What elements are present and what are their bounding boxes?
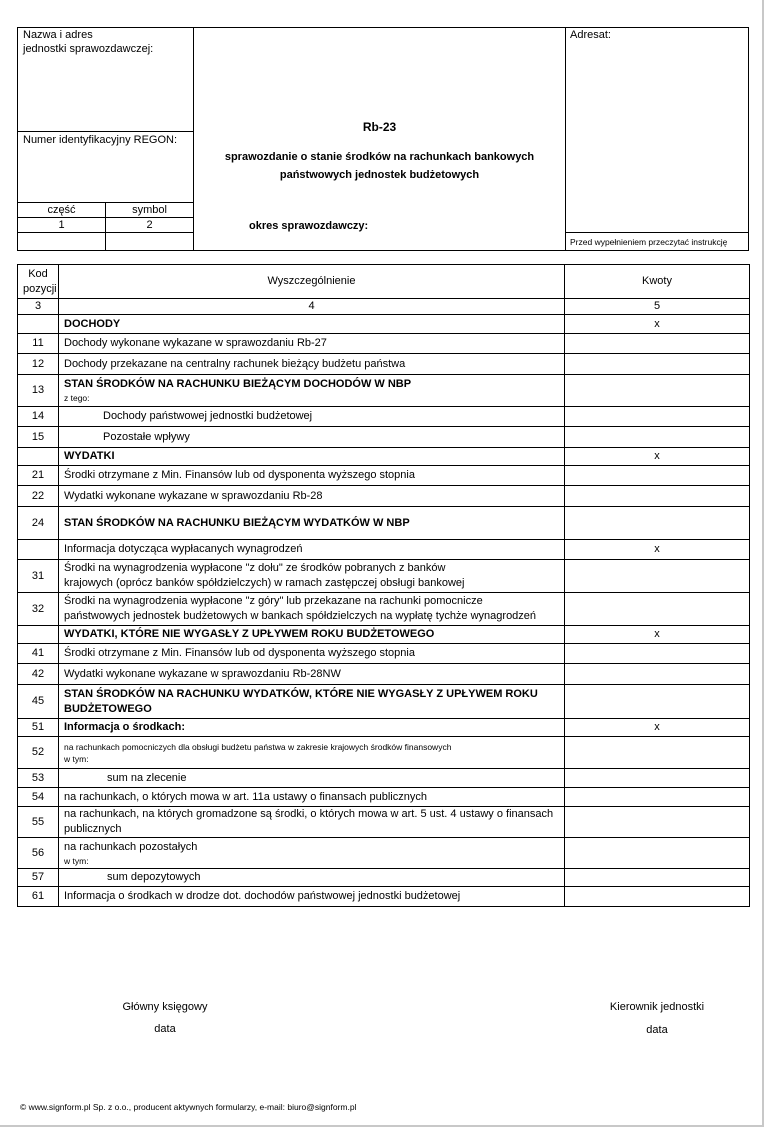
row-amount[interactable] <box>565 354 750 375</box>
row-code: 41 <box>18 644 59 664</box>
row-desc: Środki otrzymane z Min. Finansów lub od dysponenta wyższego stopnia <box>59 466 565 486</box>
manager-date-label: data <box>646 1024 668 1036</box>
addressee-label: Adresat: <box>570 29 611 41</box>
row-code <box>18 540 59 560</box>
row-desc: Wydatki wykonane wykazane w sprawozdaniu Rb-28NW <box>59 664 565 685</box>
row-desc: WYDATKI <box>59 448 565 466</box>
table-row <box>18 427 750 448</box>
row-desc: na rachunkach, o których mowa w art. 11a ustawy o finansach publicznych <box>59 788 565 807</box>
form-title-line1: sprawozdanie o stanie środków na rachunkach bankowych <box>224 151 535 163</box>
row-desc: na rachunkach pozostałych w tym: <box>59 838 565 869</box>
row-desc: Informacja dotycząca wypłacanych wynagrodzeń <box>59 540 565 560</box>
row-desc: Informacja o środkach w drodze dot. dochodów państwowej jednostki budżetowej <box>59 887 565 907</box>
entity-name-label: Nazwa i adres <box>23 29 93 41</box>
row-desc: sum depozytowych <box>59 869 565 887</box>
row-desc: Pozostałe wpływy <box>59 427 565 448</box>
row-code: 61 <box>18 887 59 907</box>
table-row <box>18 448 750 466</box>
part-value-field[interactable] <box>18 233 105 250</box>
table-row <box>18 626 750 644</box>
row-code: 11 <box>18 334 59 354</box>
accountant-date-label: data <box>154 1023 176 1035</box>
row-desc: Dochody wykonane wykazane w sprawozdaniu Rb-27 <box>59 334 565 354</box>
row-amount[interactable] <box>565 466 750 486</box>
period-field[interactable] <box>380 216 560 234</box>
row-code: 31 <box>18 560 59 593</box>
row-code: 22 <box>18 486 59 507</box>
row-desc: WYDATKI, KTÓRE NIE WYGASŁY Z UPŁYWEM ROKU BUDŻETOWEGO <box>59 626 565 644</box>
row-desc: STAN ŚRODKÓW NA RACHUNKU BIEŻĄCYM WYDATKÓW W NBP <box>59 507 565 540</box>
row-code <box>18 626 59 644</box>
manager-label: Kierownik jednostki <box>609 1001 705 1013</box>
row-amount[interactable] <box>565 375 750 407</box>
table-row <box>18 315 750 334</box>
table-row <box>18 486 750 507</box>
form-code: Rb-23 <box>362 120 397 134</box>
symbol-value-field[interactable] <box>106 233 193 250</box>
row-amount[interactable] <box>565 869 750 887</box>
row-desc: STAN ŚRODKÓW NA RACHUNKU BIEŻĄCYM DOCHODÓW W NBP z tego: <box>59 375 565 407</box>
row-code: 55 <box>18 807 59 838</box>
row-code: 53 <box>18 769 59 788</box>
row-amount[interactable] <box>565 427 750 448</box>
row-amount[interactable] <box>565 769 750 788</box>
row-desc: Środki otrzymane z Min. Finansów lub od dysponenta wyższego stopnia <box>59 644 565 664</box>
table-row <box>18 334 750 354</box>
accountant-label: Główny księgowy <box>122 1001 208 1013</box>
part-label: część <box>47 204 76 216</box>
row-desc: Dochody przekazane na centralny rachunek bieżący budżetu państwa <box>59 354 565 375</box>
row-desc: na rachunkach, na których gromadzone są środki, o których mowa w art. 5 ust. 4 ustawy o finansach publicznych <box>59 807 565 838</box>
row-code: 54 <box>18 788 59 807</box>
row-amount: x <box>565 540 750 560</box>
row-amount[interactable] <box>565 644 750 664</box>
row-code <box>18 448 59 466</box>
instruction-note: Przed wypełnieniem przeczytać instrukcję <box>570 237 728 247</box>
row-code <box>18 315 59 334</box>
table-header-row <box>18 265 750 299</box>
table-row <box>18 807 750 838</box>
table-row <box>18 593 750 626</box>
table-row <box>18 644 750 664</box>
row-amount[interactable] <box>565 664 750 685</box>
col-number-3: 3 <box>18 299 59 315</box>
addressee-field[interactable] <box>568 44 746 229</box>
row-desc: Informacja o środkach: <box>59 719 565 737</box>
row-amount[interactable] <box>565 887 750 907</box>
row-desc: Środki na wynagrodzenia wypłacone "z dołu" ze środków pobranych z banków krajowych (oprócz banków spółdzielczych) w ramach zastępczej obsługi bankowej <box>59 560 565 593</box>
symbol-number: 2 <box>146 219 153 231</box>
row-code: 51 <box>18 719 59 737</box>
row-code: 32 <box>18 593 59 626</box>
col-number-5: 5 <box>565 299 750 315</box>
symbol-label: symbol <box>132 204 167 216</box>
row-code: 52 <box>18 737 59 769</box>
row-desc: Środki na wynagrodzenia wypłacone "z góry" lub przekazane na rachunki pomocnicze państwowych jednostek budżetowych w bankach spółdzielczych na wypłatę tychże wynagrodzeń <box>59 593 565 626</box>
row-code: 14 <box>18 407 59 427</box>
entity-name-field[interactable] <box>20 58 190 128</box>
row-amount[interactable] <box>565 486 750 507</box>
row-amount: x <box>565 315 750 334</box>
row-code: 21 <box>18 466 59 486</box>
row-code: 24 <box>18 507 59 540</box>
row-amount[interactable] <box>565 507 750 540</box>
row-amount[interactable] <box>565 685 750 719</box>
row-amount[interactable] <box>565 788 750 807</box>
table-row <box>18 507 750 540</box>
col-number-row <box>18 299 750 315</box>
row-code: 15 <box>18 427 59 448</box>
row-amount: x <box>565 626 750 644</box>
report-table <box>17 264 750 907</box>
row-code: 45 <box>18 685 59 719</box>
table-row <box>18 788 750 807</box>
row-code: 12 <box>18 354 59 375</box>
table-row <box>18 354 750 375</box>
row-desc: Wydatki wykonane wykazane w sprawozdaniu Rb-28 <box>59 486 565 507</box>
row-desc: sum na zlecenie <box>59 769 565 788</box>
row-desc: Dochody państwowej jednostki budżetowej <box>59 407 565 427</box>
row-amount[interactable] <box>565 407 750 427</box>
row-amount[interactable] <box>565 737 750 769</box>
table-row <box>18 719 750 737</box>
row-desc: na rachunkach pomocniczych dla obsługi budżetu państwa w zakresie krajowych środków finansowych w tym: <box>59 737 565 769</box>
table-row <box>18 869 750 887</box>
table-row <box>18 769 750 788</box>
row-code: 13 <box>18 375 59 407</box>
table-row <box>18 664 750 685</box>
entity-name-label-2: jednostki sprawozdawczej: <box>23 43 154 55</box>
table-row <box>18 685 750 719</box>
col-desc-header: Wyszczególnienie <box>59 265 565 299</box>
row-code: 56 <box>18 838 59 869</box>
row-code: 57 <box>18 869 59 887</box>
table-row <box>18 466 750 486</box>
table-row <box>18 887 750 907</box>
row-amount[interactable] <box>565 838 750 869</box>
row-amount: x <box>565 719 750 737</box>
form-title-line2: państwowych jednostek budżetowych <box>279 169 480 181</box>
row-desc: STAN ŚRODKÓW NA RACHUNKU WYDATKÓW, KTÓRE NIE WYGASŁY Z UPŁYWEM ROKU BUDŻETOWEGO <box>59 685 565 719</box>
row-desc: DOCHODY <box>59 315 565 334</box>
row-code: 42 <box>18 664 59 685</box>
table-row <box>18 407 750 427</box>
period-label: okres sprawozdawczy: <box>249 220 369 232</box>
row-amount: x <box>565 448 750 466</box>
table-row <box>18 737 750 769</box>
col-number-4: 4 <box>59 299 565 315</box>
table-row <box>18 560 750 593</box>
col-amount-header: Kwoty <box>565 265 750 299</box>
row-amount[interactable] <box>565 334 750 354</box>
row-amount[interactable] <box>565 593 750 626</box>
footer-copyright: © www.signform.pl Sp. z o.o., producent aktywnych formularzy, e-mail: biuro@signform.pl <box>20 1102 357 1112</box>
regon-field[interactable] <box>20 150 190 200</box>
col-code-header: Kod pozycji <box>18 265 59 299</box>
row-amount[interactable] <box>565 560 750 593</box>
regon-label: Numer identyfikacyjny REGON: <box>23 134 178 146</box>
table-row <box>18 838 750 869</box>
table-row <box>18 375 750 407</box>
table-row <box>18 540 750 560</box>
part-number: 1 <box>58 219 65 231</box>
row-amount[interactable] <box>565 807 750 838</box>
